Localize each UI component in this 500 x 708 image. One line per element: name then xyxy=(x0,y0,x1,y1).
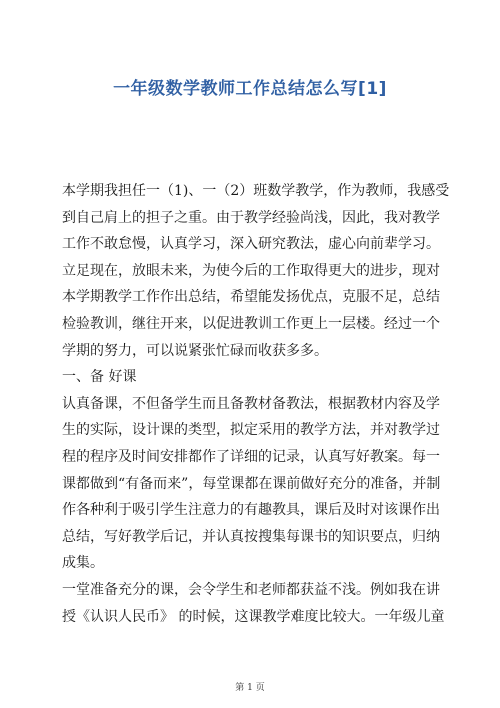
body-line: 立足现在，放眼未来，为使今后的工作取得更大的进步，现对 xyxy=(62,262,440,279)
document-title: 一年级数学教师工作总结怎么写[1] xyxy=(113,79,387,99)
section-heading: 一、备 好课 xyxy=(62,369,137,386)
body-line: 程的程序及时间安排都作了详细的记录，认真写好教案。每一 xyxy=(62,448,440,465)
body-line: 认真备课，不但备学生而且备教材备教法，根据教材内容及学 xyxy=(62,395,440,412)
body-line: 总结，写好教学后记，并认真按搜集每课书的知识要点，归纳 xyxy=(62,528,440,545)
body-line: 本学期教学工作作出总结，希望能发扬优点，克服不足，总结 xyxy=(62,289,440,306)
body-line: 一堂准备充分的课，会令学生和老师都获益不浅。例如我在讲 xyxy=(62,581,440,598)
body-line: 生的实际，设计课的类型，拟定采用的教学方法，并对教学过 xyxy=(62,422,440,439)
body-line: 成集。 xyxy=(62,555,104,572)
page-number: 第 1 页 xyxy=(235,683,265,693)
body-line: 课都做到“有备而来”，每堂课都在课前做好充分的准备，并制 xyxy=(62,475,441,492)
document-body xyxy=(62,178,450,630)
body-line: 作各种利于吸引学生注意力的有趣教具，课后及时对该课作出 xyxy=(62,502,440,519)
body-line: 到自己肩上的担子之重。由于教学经验尚浅，因此，我对教学 xyxy=(62,209,440,226)
body-line: 工作不敢怠慢，认真学习，深入研究教法，虚心向前辈学习。 xyxy=(62,236,440,253)
body-line: 授《认识人民币》 的时候，这课教学难度比较大。一年级儿童 xyxy=(62,608,445,625)
body-line: 检验教训，继往开来，以促进教训工作更上一层楼。经过一个 xyxy=(62,315,440,332)
body-line: 本学期我担任一（1)、一（2）班数学教学，作为教师，我感受 xyxy=(62,183,450,199)
body-line: 学期的努力，可以说紧张忙碌而收获多多。 xyxy=(62,342,328,359)
